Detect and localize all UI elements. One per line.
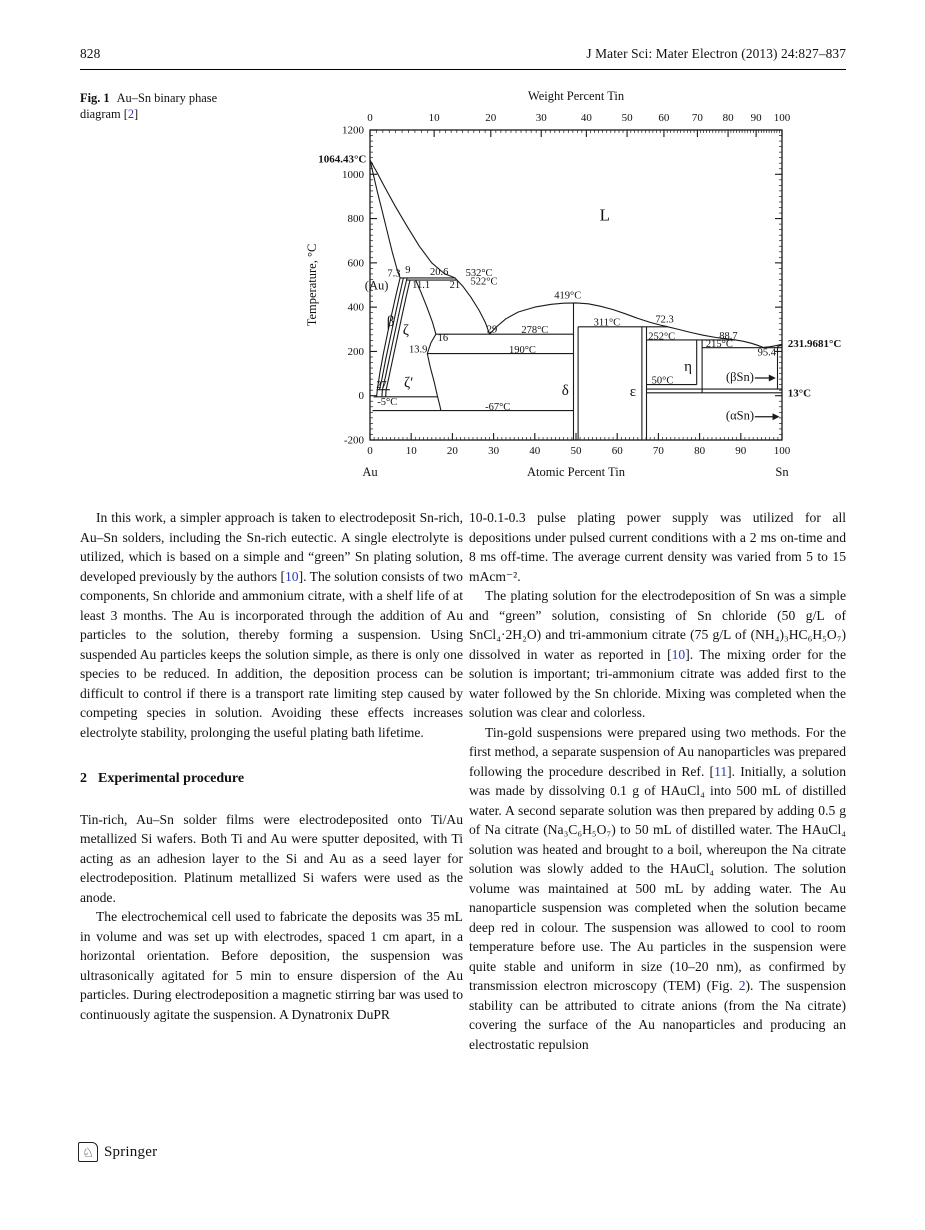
top-tick-label: 90: [750, 112, 762, 124]
diagram-label: β: [386, 314, 395, 331]
x-tick-label: 20: [446, 445, 458, 457]
diagram-label: ζ: [402, 322, 409, 339]
text-segment: In this work, a simpler approach is taken to electrodeposit Sn-rich, Au–Sn solders, including the Sn-rich eutectic. A single electrolyte is utilized, which is based on a simple and “green” Sn plating solution, developed previously by the authors [: [80, 510, 463, 584]
springer-logo-text: Springer: [104, 1143, 158, 1160]
text-segment: Au–Sn binary phase diagram [: [80, 91, 218, 122]
x-tick-label: 70: [652, 445, 664, 457]
figure-caption: [80, 90, 260, 123]
diagram-label: ζ′: [403, 374, 414, 391]
diagram-label: L: [599, 205, 611, 225]
top-tick-label: 70: [691, 112, 703, 124]
diagram-label: 20.6: [430, 266, 449, 278]
section-number: 2: [80, 771, 87, 786]
text-segment: Tin-rich, Au–Sn solder films were electrodeposited onto Ti/Au metallized Si wafers. Both Ti and Au were sputter deposited, with Ti acting as an adhesion layer to the Si and Au as a seed layer for electrodeposition. Platinum metallized Si wafers were used as the anode.: [80, 811, 463, 905]
diagram-label: 7.3: [387, 268, 401, 280]
diagram-label: 9: [405, 265, 411, 277]
x-tick-label: 0: [367, 445, 373, 457]
text-segment: 10-0.1-0.3 pulse plating power supply was utilized for all depositions under pulsed current conditions with a 2 ms on-time and 8 ms off-time. The average current density was varied from 5 to 15 mAcm⁻².: [469, 510, 846, 584]
figure-1: [292, 84, 866, 496]
top-tick-label: 80: [722, 112, 734, 124]
diagram-label: 1064.43°C: [318, 153, 367, 166]
citation-link[interactable]: 2: [127, 107, 135, 122]
right-column: [469, 508, 846, 1054]
page-footer: [78, 1142, 157, 1162]
arrow-head: [769, 375, 776, 382]
top-tick-label: 0: [367, 112, 373, 124]
y-tick-label: 200: [347, 345, 364, 358]
diagram-label: 16: [437, 332, 449, 344]
plot-frame: [370, 130, 782, 440]
text-segment: ). The suspension stability can be attributed to citrate anions (from the Na citrate) covering the surface of the Au nanoparticles and producing an electrostatic repulsion: [469, 978, 846, 1052]
diagram-label: 252°C: [648, 331, 676, 343]
curve-beta_left: [380, 278, 404, 390]
diagram-label: 29: [486, 324, 498, 336]
text-segment: Tin-gold suspensions were prepared using two methods. For the first method, a separate suspension of Au nanoparticles was prepared following the procedure described in Ref. [: [469, 724, 846, 779]
diagram-label: 95.4: [757, 347, 776, 359]
section-title: Experimental procedure: [98, 771, 245, 786]
x-tick-label: 60: [611, 445, 623, 457]
x-tick-label: 100: [773, 445, 791, 457]
diagram-label: (αSn): [725, 408, 755, 423]
y-tick-label: 400: [347, 301, 364, 314]
diagram-label: 13°C: [787, 387, 812, 400]
diagram-label: (Au): [364, 278, 389, 293]
diagram-label: 11.1: [412, 280, 431, 292]
x-tick-label: 10: [405, 445, 417, 457]
diagram-label: 215°C: [705, 338, 733, 350]
top-tick-label: 100: [773, 112, 791, 124]
y-tick-label: -200: [343, 434, 364, 447]
citation-link[interactable]: 2: [738, 978, 746, 993]
top-tick-label: 40: [580, 112, 592, 124]
x-tick-label: 40: [529, 445, 541, 457]
text-segment: The electrochemical cell used to fabricate the deposits was 35 mL in volume and was set up with electrodes, spaced 1 cm apart, in a horizontal orientation. Before deposition, the suspension was ultrasonically agitated for 5 min to ensure dispersion of the Au particles. During electrodeposition a magnetic stirring bar was used to continuously agitate the suspension. A Dynatronix DuPR: [80, 909, 463, 1022]
y-tick-label: 1000: [342, 168, 364, 181]
citation-link[interactable]: 10: [285, 568, 299, 584]
paragraph: [469, 723, 846, 1055]
diagram-label: 311°C: [593, 317, 621, 329]
y-tick-label: 0: [358, 390, 364, 403]
y-tick-label: 600: [347, 257, 364, 270]
top-tick-label: 60: [658, 112, 670, 124]
arrow-head: [773, 413, 780, 420]
section-heading: [80, 769, 463, 789]
y-tick-label: 800: [347, 213, 364, 226]
top-tick-label: 10: [428, 112, 440, 124]
diagram-label: (βSn): [726, 369, 754, 384]
text-segment: The plating solution for the electrodeposition of Sn was a simple and “green” solution, consisting of Sn chloride (50 g/L of SnCl₄·2H₂O) and tri-ammonium citrate (75 g/L of (NH₄)₃HC₆H₅O₇) dissolved in water as reported in [: [469, 588, 846, 662]
diagram-label: 278°C: [521, 325, 549, 337]
top-axis-title: Weight Percent Tin: [527, 89, 625, 103]
y-axis-title: Temperature, °C: [305, 243, 319, 327]
diagram-label: 88.7: [719, 330, 738, 342]
text-segment: ]. The solution consists of two components, Sn chloride and ammonium citrate, with a shelf life of at least 3 months. The Au is incorporated through the addition of Au particles to the solution, thereby forming a suspension. Using suspended Au particles keeps the solution simple, as there is only one species to be reduced. In addition, the deposition process can be difficult to control if there is a transport rate limiting step caused by competing species in solution. Avoiding these effects increases electrolyte stability, prolonging the useful plating bath lifetime.: [80, 568, 463, 740]
diagram-label: 419°C: [554, 290, 582, 302]
top-tick-label: 30: [535, 112, 547, 124]
diagram-label: η: [684, 358, 692, 375]
text-segment: ]: [134, 107, 139, 122]
diagram-label: 522°C: [470, 276, 498, 288]
diagram-label: -5°C: [377, 396, 398, 408]
diagram-label: 190°C: [508, 344, 536, 356]
citation-link[interactable]: 11: [714, 763, 728, 779]
x-tick-label: 90: [735, 445, 747, 457]
paragraph: [80, 907, 463, 1024]
diagram-label: 231.9681°C: [787, 338, 842, 351]
diagram-label: 27: [376, 380, 387, 392]
x-tick-label: 30: [488, 445, 500, 457]
x-axis-title: Atomic Percent Tin: [527, 465, 625, 479]
diagram-label: 532°C: [465, 268, 493, 280]
x-axis-left-endpoint: Au: [362, 465, 378, 479]
diagram-label: 21: [449, 280, 461, 292]
paragraph: [80, 508, 463, 742]
diagram-label: δ: [561, 383, 569, 400]
text-segment: ]. Initially, a solution was made by dissolving 0.1 g of HAuCl₄ into 500 mL of distilled water. A second separate solution was then prepared by adding 0.5 g of Na citrate (Na₃C₆H₅O₇) to 50 mL of distilled water. The HAuCl₄ solution was heated and brought to a boil, whereupon the Na citrate solution was slowly added to the HAuCl₄ solution. The solution volume was maintained at 500 mL by adding water. The Au nanoparticle suspension was completed when the solution became deep red in colour. The suspension was allowed to cool to room temperature before use. The Au particles in the suspension were quite stable and uniform in size (10–20 nm), as confirmed by transmission electron microscopy (TEM) (Fig.: [469, 763, 846, 993]
paragraph: [80, 810, 463, 908]
figure-caption-label: Fig. 1: [80, 91, 110, 105]
diagram-label: 72.3: [655, 314, 674, 326]
diagram-label: 13.9: [409, 344, 428, 356]
phase-diagram-svg: [292, 84, 866, 496]
diagram-label: 50°C: [651, 375, 674, 387]
diagram-label: ε: [629, 384, 637, 401]
x-tick-label: 80: [694, 445, 706, 457]
page-header: [80, 46, 846, 70]
springer-knight-icon: ♘: [78, 1142, 98, 1162]
page-number: 828: [80, 46, 101, 61]
paragraph: [469, 586, 846, 723]
x-axis-right-endpoint: Sn: [775, 465, 789, 479]
text-segment: ]. The mixing order for the solution is important; tri-ammonium citrate was added first to the water followed by the Sn chloride. Mixing was completed when the solution was clear and colorless.: [469, 646, 846, 720]
y-tick-label: 1200: [342, 124, 364, 137]
left-column: [80, 508, 463, 1024]
paragraph: [469, 508, 846, 586]
top-tick-label: 50: [621, 112, 633, 124]
x-tick-label: 50: [570, 445, 582, 457]
top-tick-label: 20: [485, 112, 497, 124]
diagram-label: -67°C: [485, 401, 511, 413]
citation-link[interactable]: 10: [671, 646, 686, 662]
journal-reference: J Mater Sci: Mater Electron (2013) 24:827–837: [586, 46, 846, 61]
